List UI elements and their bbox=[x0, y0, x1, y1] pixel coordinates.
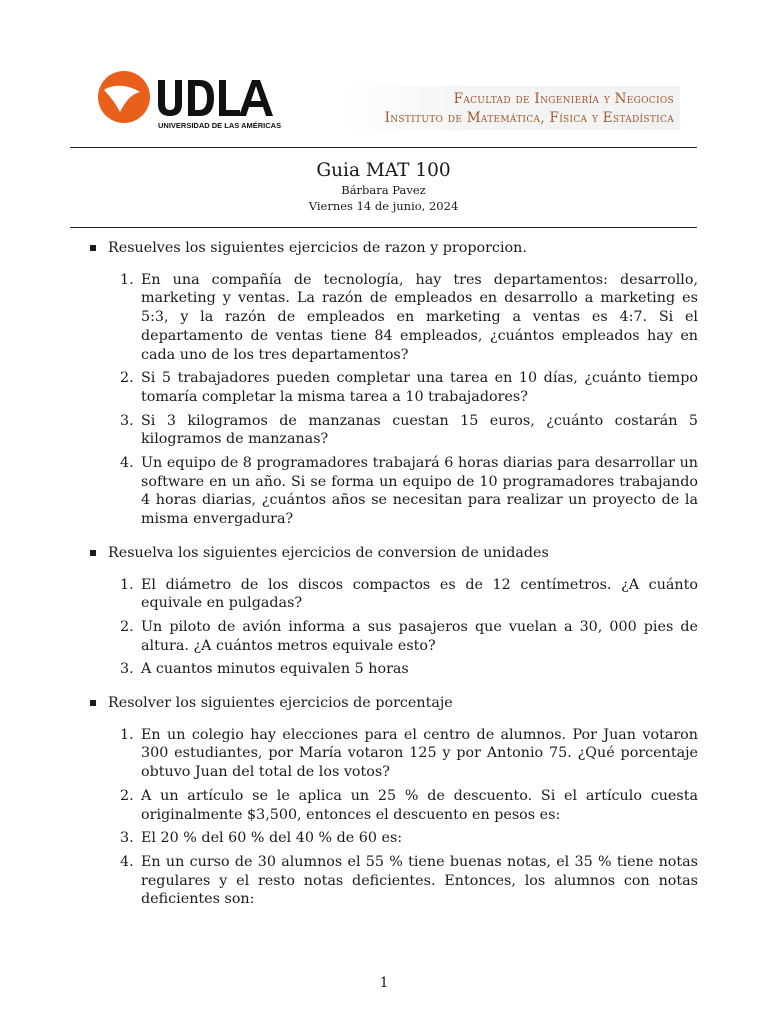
title-rule bbox=[70, 227, 697, 228]
faculty-name: Facultad de Ingeniería y Negocios bbox=[453, 91, 674, 107]
item-text: A cuantos minutos equivalen 5 horas bbox=[141, 661, 409, 678]
document-title: Guia MAT 100 bbox=[316, 160, 451, 181]
list-item bbox=[108, 369, 698, 406]
item-text: En una compañía de tecnología, hay tres departamentos: desarrollo, marketing y ventas. La razón de empleados en desarrollo a marketing es 5:3, y la razón de empleados en marketing a ventas es 4:7. Si el departamento de ventas tiene 84 empleados, ¿cuántos empleados hay en cada uno de los tres departamentos? bbox=[141, 271, 698, 363]
item-text: El diámetro de los discos compactos es de 12 centímetros. ¿A cuánto equivale en pulgadas? bbox=[141, 576, 698, 612]
page-number: 1 bbox=[379, 975, 389, 991]
header-rule bbox=[70, 147, 697, 148]
section-percentage bbox=[86, 694, 698, 909]
item-text: En un colegio hay elecciones para el centro de alumnos. Por Juan votaron 300 estudiantes, por María votaron 125 y por Antonio 75. ¿Qué porcentaje obtuvo Juan del total de los votos? bbox=[141, 726, 698, 781]
list-item bbox=[108, 829, 698, 848]
item-number: 2. bbox=[120, 618, 134, 635]
item-number: 3. bbox=[120, 830, 134, 847]
list-item bbox=[108, 412, 698, 449]
item-number: 1. bbox=[120, 576, 134, 593]
item-text: Un piloto de avión informa a sus pasajeros que vuelan a 30, 000 pies de altura. ¿A cuántos metros equivale esto? bbox=[141, 618, 698, 654]
exercise-content bbox=[86, 239, 698, 924]
item-text: Si 3 kilogramos de manzanas cuestan 15 euros, ¿cuánto costarán 5 kilogramos de manzanas? bbox=[141, 412, 698, 448]
item-text: El 20 % del 60 % del 40 % de 60 es: bbox=[141, 830, 403, 847]
section-heading: Resuelva los siguientes ejercicios de conversion de unidades bbox=[108, 544, 549, 561]
udla-logo-mark bbox=[92, 70, 282, 132]
item-text: A un artículo se le aplica un 25 % de descuento. Si el artículo cuesta originalmente $3,500, entonces el descuento en pesos es: bbox=[141, 787, 698, 823]
item-number: 3. bbox=[120, 412, 134, 429]
item-number: 1. bbox=[120, 271, 134, 288]
list-item bbox=[108, 618, 698, 655]
section-heading: Resolver los siguientes ejercicios de porcentaje bbox=[108, 695, 453, 712]
item-number: 3. bbox=[120, 661, 134, 678]
list-item bbox=[108, 454, 698, 529]
institute-name: Instituto de Matemática, Física y Estadística bbox=[384, 110, 674, 126]
item-number: 2. bbox=[120, 787, 134, 804]
item-number: 4. bbox=[120, 853, 134, 870]
title-block bbox=[70, 160, 697, 214]
section-heading: Resuelves los siguientes ejercicios de razon y proporcion. bbox=[108, 240, 527, 256]
section-unit-conversion bbox=[86, 544, 698, 679]
item-text: Si 5 trabajadores pueden completar una tarea en 10 días, ¿cuánto tiempo tomaría completar la misma tarea a 10 trabajadores? bbox=[141, 370, 698, 405]
faculty-block bbox=[340, 86, 680, 130]
list-item bbox=[108, 787, 698, 824]
item-number: 1. bbox=[120, 726, 134, 743]
udla-logo bbox=[92, 70, 282, 132]
item-number: 4. bbox=[120, 455, 134, 472]
list-item bbox=[108, 660, 698, 679]
list-item bbox=[108, 271, 698, 365]
author: Bárbara Pavez bbox=[341, 183, 426, 197]
list-item bbox=[108, 726, 698, 782]
bullet-icon bbox=[90, 700, 96, 706]
list-item bbox=[108, 853, 698, 909]
item-text: En un curso de 30 alumnos el 55 % tiene buenas notas, el 35 % tiene notas regulares y el resto notas deficientes. Entonces, los alumnos con notas deficientes son: bbox=[141, 853, 698, 908]
bullet-icon bbox=[90, 550, 96, 556]
section-ratio-proportion bbox=[86, 239, 698, 529]
list-item bbox=[108, 576, 698, 613]
item-number: 2. bbox=[120, 370, 134, 387]
bullet-icon bbox=[90, 245, 96, 251]
date: Viernes 14 de junio, 2024 bbox=[308, 199, 459, 213]
item-text: Un equipo de 8 programadores trabajará 6 horas diarias para desarrollar un software en un año. Si se forma un equipo de 10 programadores trabajando 4 horas diarias, ¿cuántos años se necesitan para realizar un proyecto de la misma envergadura? bbox=[141, 455, 698, 528]
logo-subtitle: UNIVERSIDAD DE LAS AMÉRICAS bbox=[158, 121, 282, 130]
